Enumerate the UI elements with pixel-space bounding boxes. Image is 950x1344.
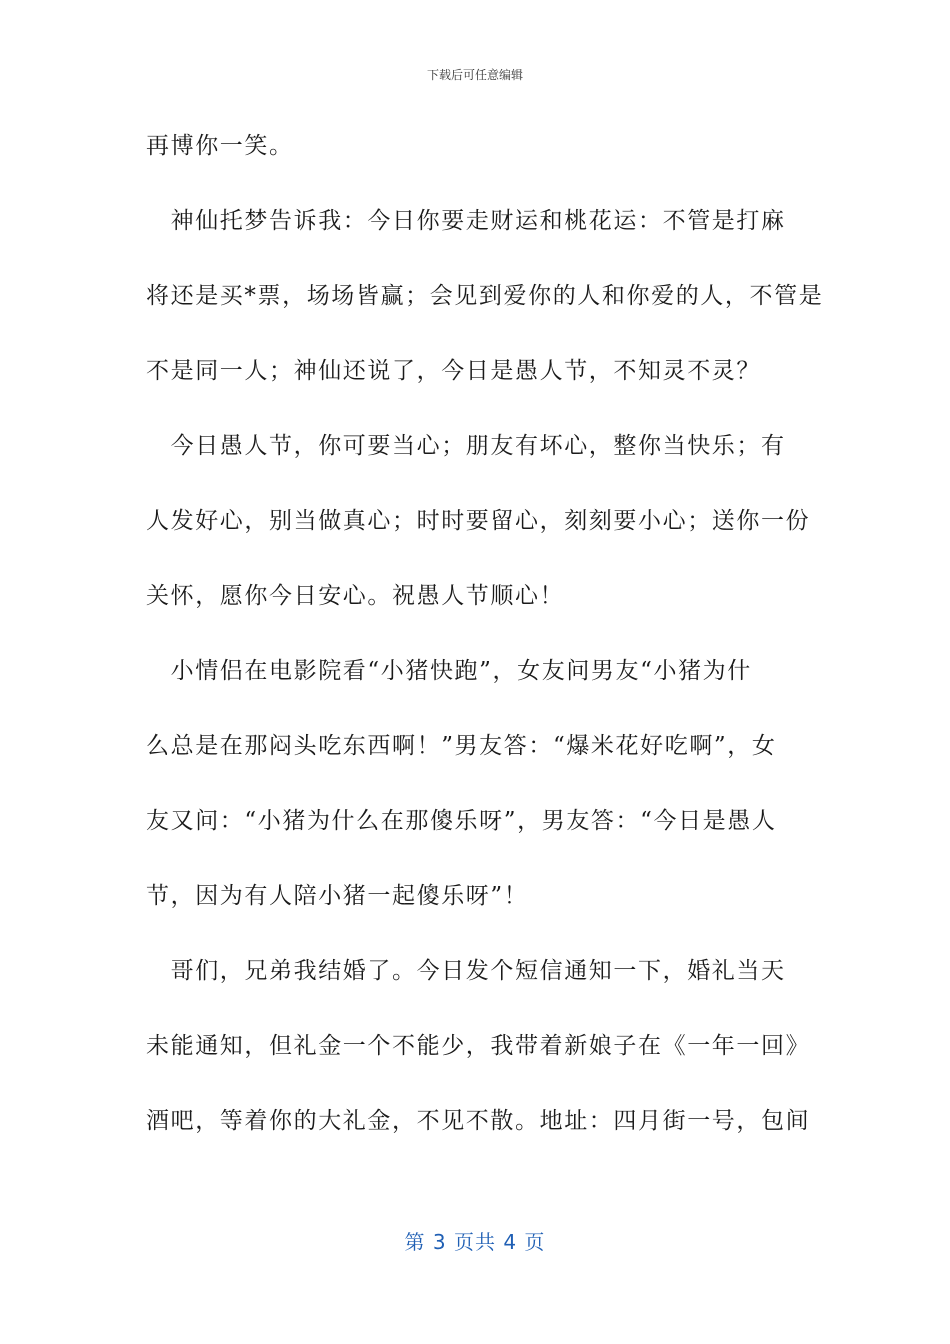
- text-line: 哥们，兄弟我结婚了。今日发个短信通知一下，婚礼当天: [146, 958, 786, 984]
- text-line: 今日愚人节，你可要当心；朋友有坏心，整你当快乐；有: [146, 433, 786, 459]
- text-line: 将还是买*票，场场皆赢；会见到爱你的人和你爱的人，不管是: [146, 283, 824, 309]
- text-line: 神仙托梦告诉我：今日你要走财运和桃花运：不管是打麻: [146, 208, 786, 234]
- text-line: 友又问：“小猪为什么在那傻乐呀”，男友答：“今日是愚人: [146, 808, 777, 834]
- text-line: 节，因为有人陪小猪一起傻乐呀”！: [146, 883, 529, 909]
- text-line: 人发好心，别当做真心；时时要留心，刻刻要小心；送你一份: [146, 508, 811, 534]
- text-line: 再博你一笑。: [146, 133, 294, 159]
- text-line: 酒吧，等着你的大礼金，不见不散。地址：四月街一号，包间: [146, 1108, 811, 1134]
- page-header-note: 下载后可任意编辑: [426, 68, 523, 82]
- text-line: 关怀，愿你今日安心。祝愚人节顺心！: [146, 583, 565, 609]
- text-line: 么总是在那闷头吃东西啊！”男友答：“爆米花好吃啊”，女: [146, 733, 777, 759]
- page-number: 第 3 页共 4 页: [404, 1230, 546, 1254]
- text-line: 未能通知，但礼金一个不能少，我带着新娘子在《一年一回》: [146, 1033, 811, 1059]
- text-line: 小情侣在电影院看“小猪快跑”，女友问男友“小猪为什: [146, 658, 752, 684]
- text-line: 不是同一人；神仙还说了，今日是愚人节，不知灵不灵？: [146, 358, 761, 384]
